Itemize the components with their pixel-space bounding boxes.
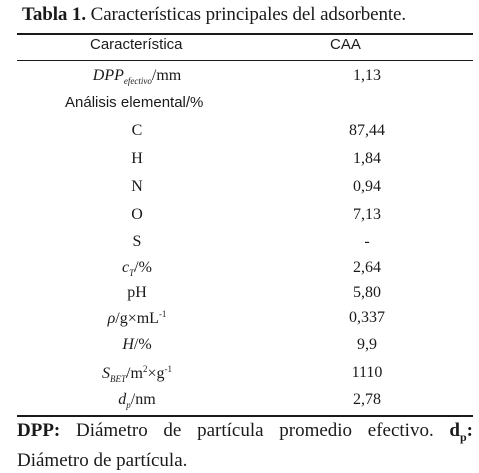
row-value: 5,80 [353, 284, 381, 301]
footnote-def-dp: Diámetro de partícula. [17, 449, 188, 471]
row-value: 2,64 [353, 259, 381, 276]
row-label: Análisis elemental/% [65, 94, 204, 111]
table-row-c [17, 122, 473, 148]
row-value: 0,337 [349, 309, 385, 326]
table-bottom-rule [17, 415, 473, 417]
table-row-h-percent [17, 336, 473, 362]
footnote-term-dp: $d_p$: [449, 420, 473, 444]
table-row-dpp [17, 67, 473, 93]
row-value: 9,9 [357, 336, 377, 353]
row-label: C [131, 122, 143, 139]
row-value: 1110 [351, 364, 383, 381]
caption-text: Características principales del adsorbente. [85, 4, 407, 25]
table-row-sbet [17, 364, 473, 390]
column-header-characteristic: Característica [90, 36, 183, 53]
table-row-s [17, 233, 473, 259]
table-row-ct [17, 259, 473, 285]
row-label: $DPP_{efectivo}/mm$ [92, 67, 182, 86]
table-row-dp [17, 391, 473, 417]
table-row-elemental-analysis [17, 94, 473, 120]
column-header-caa: CAA [330, 36, 361, 53]
row-value: 1,84 [353, 150, 381, 167]
row-label: H [131, 150, 143, 167]
table-footnote [17, 419, 473, 473]
row-value: 7,13 [353, 206, 381, 223]
table-top-rule [17, 33, 473, 35]
row-value: 87,44 [349, 122, 385, 139]
row-label: N [131, 178, 143, 195]
table-caption [22, 4, 472, 26]
table-row-h [17, 150, 473, 176]
table-row-density [17, 309, 473, 335]
caption-label: Tabla 1. [22, 4, 86, 25]
footnote-def-dpp: Diámetro de partícula promedio efectivo. [60, 420, 450, 441]
row-label: S [132, 233, 142, 250]
table-row-ph [17, 284, 473, 310]
row-label: pH [127, 284, 147, 301]
table-row-n [17, 178, 473, 204]
row-value: - [364, 233, 370, 250]
row-value: 0,94 [353, 178, 381, 195]
table-header-rule [17, 60, 473, 61]
table-row-o [17, 206, 473, 232]
row-label: O [131, 206, 143, 223]
row-value: 1,13 [353, 67, 381, 84]
row-label: H/% [122, 336, 152, 353]
row-label: $d_p/nm$ [118, 391, 156, 410]
footnote-term-dpp: DPP: [17, 420, 61, 441]
row-label: $S_{BET}/m^2\times g^{-1}$ [102, 364, 172, 384]
row-value: 2,78 [353, 391, 381, 408]
row-label: $\rho/g\times mL^{-1}$ [107, 309, 167, 327]
row-label: $c_T/\%$ [122, 259, 152, 278]
